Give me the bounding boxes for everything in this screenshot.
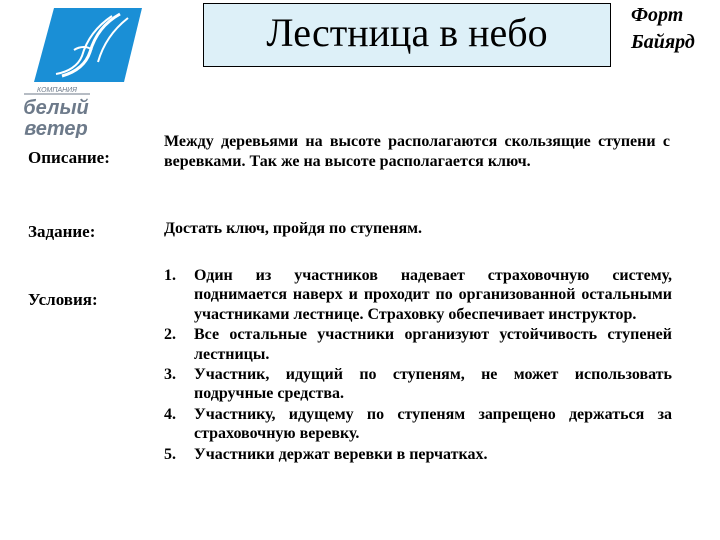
show-name-line1: Форт xyxy=(631,4,684,26)
list-item-text: Участнику, идущему по ступеням запрещено держаться за страховочную веревку. xyxy=(194,405,672,443)
list-item-number: 4. xyxy=(164,405,176,423)
company-name-logo xyxy=(20,84,94,138)
list-item xyxy=(164,405,672,444)
svg-text:КОМПАНИЯ: КОМПАНИЯ xyxy=(37,87,77,94)
list-item xyxy=(164,365,672,404)
task-label: Задание: xyxy=(28,222,96,241)
list-item-number: 1. xyxy=(164,267,176,284)
company-logo-icon xyxy=(32,6,144,84)
list-item-text: Все остальные участники организуют устойчивость ступеней лестницы. xyxy=(194,326,672,363)
list-item-number: 5. xyxy=(164,445,176,463)
show-name xyxy=(631,2,720,56)
task-text: Достать ключ, пройдя по ступеням. xyxy=(164,220,423,237)
list-item-number: 2. xyxy=(164,326,176,344)
description-label: Описание: xyxy=(28,148,110,167)
list-item xyxy=(164,266,672,324)
list-item-text: Участники держат веревки в перчатках. xyxy=(194,445,488,463)
conditions-list xyxy=(164,266,672,465)
list-item xyxy=(164,445,672,464)
page-title-text: Лестница в небо xyxy=(266,10,548,55)
svg-text:белый: белый xyxy=(23,97,89,119)
list-item-text: Один из участников надевает страховочную систему, поднимается наверх и проходит по организованной остальными участниками лестнице. Страховку обеспечивает инструктор. xyxy=(194,267,672,323)
conditions-label: Условия: xyxy=(28,290,98,309)
page-title xyxy=(203,3,611,67)
list-item-number: 3. xyxy=(164,366,176,384)
show-name-line2: Байярд xyxy=(631,31,695,53)
list-item-text: Участник, идущий по ступеням, не может использовать подручные средства. xyxy=(194,366,672,403)
list-item xyxy=(164,325,672,364)
svg-text:ветер: ветер xyxy=(24,118,88,138)
description-text: Между деревьями на высоте располагаются скользящие ступени с веревками. Так же на высоте располагается ключ. xyxy=(164,133,670,170)
